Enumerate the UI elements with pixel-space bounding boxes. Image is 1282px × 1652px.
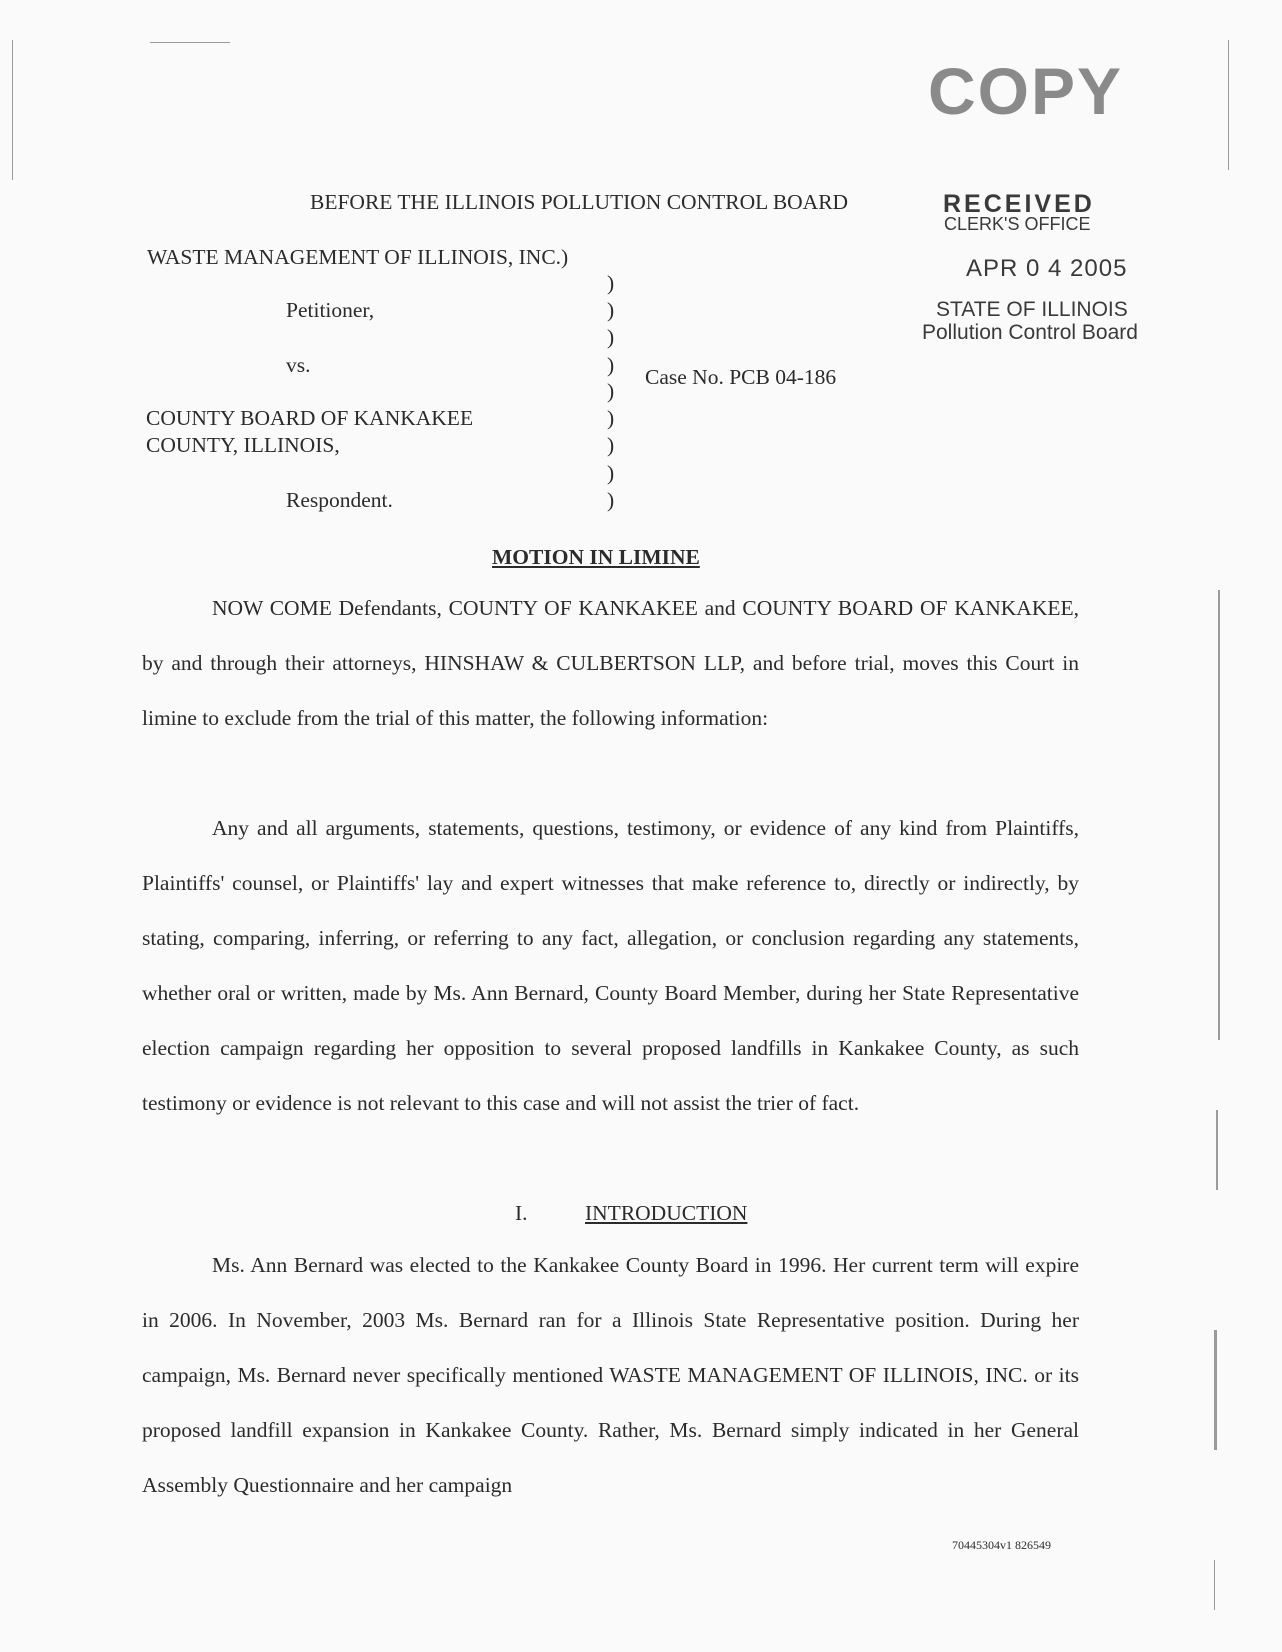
- caption-paren: ): [607, 298, 615, 322]
- motion-paragraph-2: [142, 801, 1079, 1131]
- scan-edge-mark: [1214, 1560, 1215, 1610]
- motion-title: MOTION IN LIMINE: [492, 545, 700, 569]
- motion-paragraph-2-text: Any and all arguments, statements, questions, testimony, or evidence of any kind from Plaintiffs, Plaintiffs' counsel, or Plaintiffs' lay and expert witnesses that make reference to, directly or indirectly, by stating, comparing, inferring, or referring to any fact, allegation, or conclusion regarding any statements, whether oral or written, made by Ms. Ann Bernard, County Board Member, during her State Representative election campaign regarding her opposition to several proposed landfills in Kankakee County, as such testimony or evidence is not relevant to this case and will not assist the trier of fact.: [142, 816, 1079, 1115]
- respondent-label: Respondent.: [286, 488, 393, 512]
- caption-paren: ): [607, 379, 615, 403]
- received-date-stamp: APR 0 4 2005: [966, 255, 1128, 282]
- versus-label: vs.: [286, 353, 311, 377]
- scan-edge-mark: [150, 42, 230, 43]
- clerks-office-stamp: CLERK'S OFFICE: [944, 214, 1091, 234]
- caption-paren: ): [607, 406, 615, 430]
- respondent-name-line2: COUNTY, ILLINOIS,: [146, 433, 340, 457]
- petitioner-label: Petitioner,: [286, 298, 375, 322]
- copy-stamp: COPY: [928, 54, 1124, 128]
- motion-paragraph-1-text: NOW COME Defendants, COUNTY OF KANKAKEE and COUNTY BOARD OF KANKAKEE, by and through their attorneys, HINSHAW & CULBERTSON LLP, and before trial, moves this Court in limine to exclude from the trial of this matter, the following information:: [142, 596, 1079, 730]
- caption-paren: ): [607, 325, 615, 349]
- caption-paren: ): [607, 461, 615, 485]
- caption-paren: ): [607, 353, 615, 377]
- introduction-paragraph-text: Ms. Ann Bernard was elected to the Kankakee County Board in 1996. Her current term will expire in 2006. In November, 2003 Ms. Bernard ran for a Illinois State Representative position. During her campaign, Ms. Bernard never specifically mentioned WASTE MANAGEMENT OF ILLINOIS, INC. or its proposed landfill expansion in Kankakee County. Rather, Ms. Bernard simply indicated in her General Assembly Questionnaire and her campaign: [142, 1253, 1079, 1497]
- caption-paren: ): [607, 433, 615, 457]
- court-heading: BEFORE THE ILLINOIS POLLUTION CONTROL BOARD: [310, 190, 849, 214]
- scan-edge-mark: [1218, 590, 1220, 1040]
- board-stamp: Pollution Control Board: [922, 321, 1138, 344]
- caption-paren: ): [607, 488, 615, 512]
- state-stamp: STATE OF ILLINOIS: [936, 298, 1128, 321]
- document-number: 70445304v1 826549: [952, 1538, 1051, 1552]
- case-number: Case No. PCB 04-186: [645, 365, 837, 389]
- scan-edge-mark: [1216, 1110, 1218, 1190]
- introduction-paragraph: [142, 1238, 1079, 1513]
- scan-edge-mark: [12, 40, 13, 180]
- section-number: I.: [515, 1201, 528, 1225]
- section-title: INTRODUCTION: [585, 1201, 748, 1225]
- petitioner-name: WASTE MANAGEMENT OF ILLINOIS, INC.): [147, 245, 569, 269]
- caption-paren: ): [607, 271, 615, 295]
- motion-paragraph-1: [142, 581, 1079, 746]
- received-stamp: RECEIVED: [943, 190, 1095, 218]
- scan-edge-mark: [1228, 40, 1229, 170]
- scan-edge-mark: [1214, 1330, 1217, 1450]
- respondent-name-line1: COUNTY BOARD OF KANKAKEE: [146, 406, 474, 430]
